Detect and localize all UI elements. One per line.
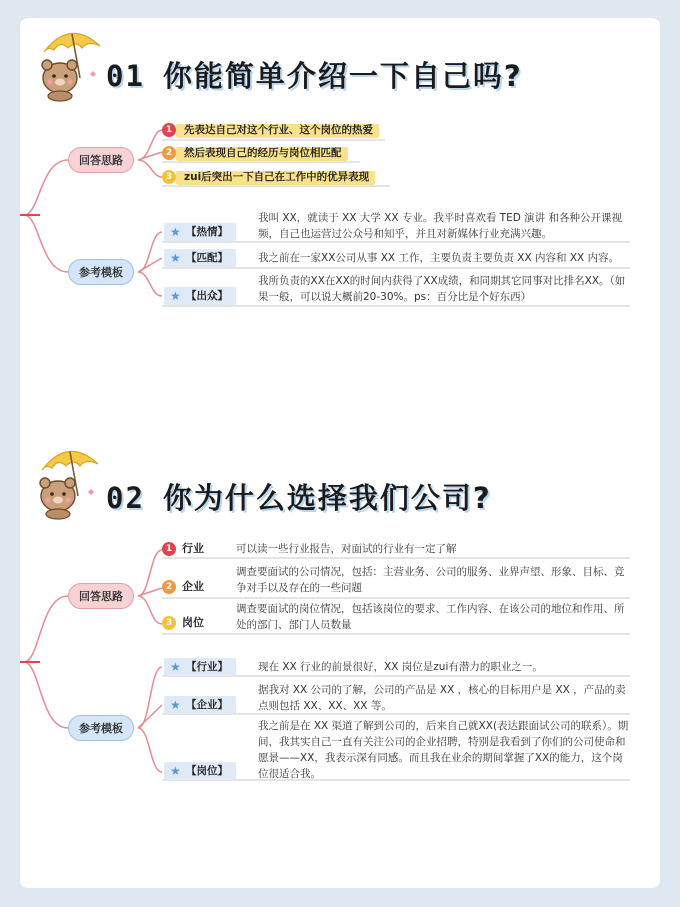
section2-template-text-2: 据我对 XX 公司的了解，公司的产品是 XX ，核心的目标用户是 XX ，产品的卖点则包括 XX、XX、XX 等。 bbox=[258, 684, 626, 712]
section1-approach-item-2: 2 然后表现自己的经历与岗位相匹配 bbox=[162, 144, 348, 162]
bear-umbrella-icon bbox=[28, 440, 108, 520]
star-icon: ★ bbox=[170, 698, 181, 712]
star-icon: ★ bbox=[170, 660, 181, 674]
section2-template-tag-1: ★ 【行业】 bbox=[164, 658, 236, 676]
section1-template-text-3: 我所负责的XX在XX的时间内获得了XX成绩，和同期其它同事对比排名XX。（如果一般，可以说大概前20-30%。ps：百分比是个好东西） bbox=[258, 275, 626, 303]
section2-title: 02 你为什么选择我们公司? bbox=[106, 481, 492, 515]
star-icon: ★ bbox=[170, 289, 181, 303]
section2-template-tag-3: ★ 【岗位】 bbox=[164, 762, 236, 780]
section1-template-tag-3: ★ 【出众】 bbox=[164, 287, 236, 305]
section2-approach-text-1: 可以读一些行业报告，对面试的行业有一定了解 bbox=[236, 543, 457, 555]
section2-template-text-3: 我之前是在 XX 渠道了解到公司的，后来自己就XX(表达跟面试公司的联系）。期间，我其实自己一直有关注公司的企业招聘，特别是我看到了你们的公司使命和愿景——XX，我表示深有同感。而且我在业余的期间掌握了XX的能力，这个岗位很适合我。 bbox=[258, 720, 629, 780]
star-icon: ★ bbox=[170, 225, 181, 239]
section2-approach-label-1: 1 行业 bbox=[162, 540, 204, 558]
star-icon: ★ bbox=[170, 764, 181, 778]
number-1-icon: 1 bbox=[162, 542, 176, 556]
section2-template-text-1: 现在 XX 行业的前景很好，XX 岗位是zui有潜力的职业之一。 bbox=[258, 661, 543, 673]
section2-approach-label-3: 3 岗位 bbox=[162, 614, 204, 632]
section1-template-tag-2: ★ 【匹配】 bbox=[164, 249, 236, 267]
section2-template-tag-2: ★ 【企业】 bbox=[164, 696, 236, 714]
section1-approach-item-3: 3 zui后突出一下自己在工作中的优异表现 bbox=[162, 168, 375, 186]
section1-template-node: 参考模板 bbox=[68, 259, 134, 285]
section1-template-text-2: 我之前在一家XX公司从事 XX 工作，主要负责主要负责 XX 内容和 XX 内容。 bbox=[258, 252, 620, 264]
number-2-icon: 2 bbox=[162, 146, 176, 160]
section1-template-text-1: 我叫 XX，就读于 XX 大学 XX 专业。我平时喜欢看 TED 演讲 和各种公开课视频，自己也运营过公众号和知乎，并且对新媒体行业充满兴趣。 bbox=[258, 212, 622, 240]
section2-approach-node: 回答思路 bbox=[68, 583, 134, 609]
number-1-icon: 1 bbox=[162, 123, 176, 137]
section1-approach-item-1: 1 先表达自己对这个行业、这个岗位的热爱 bbox=[162, 121, 379, 139]
section2-template-node: 参考模板 bbox=[68, 715, 134, 741]
number-3-icon: 3 bbox=[162, 616, 176, 630]
number-3-icon: 3 bbox=[162, 170, 176, 184]
bear-umbrella-icon bbox=[30, 22, 110, 102]
section1-approach-node: 回答思路 bbox=[68, 147, 134, 173]
section1-title: 01 你能简单介绍一下自己吗? bbox=[106, 59, 523, 93]
number-2-icon: 2 bbox=[162, 580, 176, 594]
star-icon: ★ bbox=[170, 251, 181, 265]
section2-approach-label-2: 2 企业 bbox=[162, 578, 204, 596]
section2-approach-text-3: 调查要面试的岗位情况，包括该岗位的要求、工作内容、在该公司的地位和作用、所处的部门、部门人员数量 bbox=[236, 603, 625, 631]
section1-template-tag-1: ★ 【热情】 bbox=[164, 223, 236, 241]
section2-approach-text-2: 调查要面试的公司情况，包括：主营业务、公司的服务、业界声望、形象、目标、竞争对手以及存在的一些问题 bbox=[236, 566, 625, 594]
